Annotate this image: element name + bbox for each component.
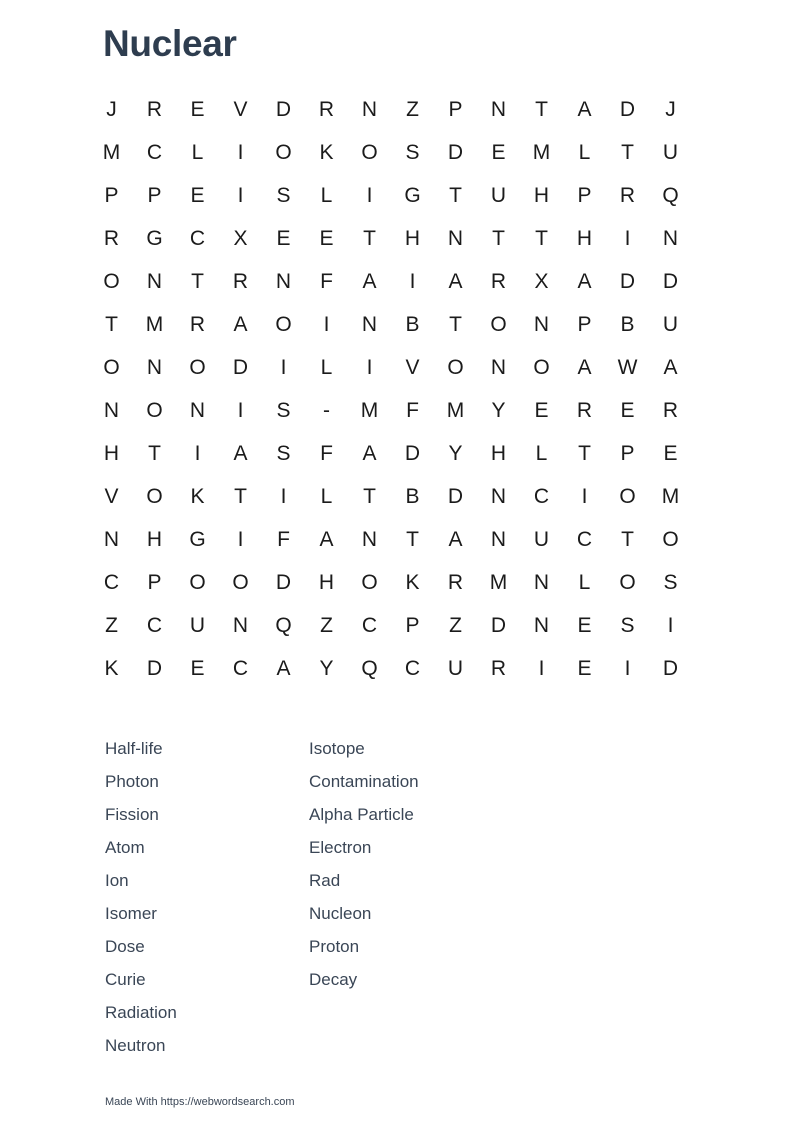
grid-cell[interactable]: U <box>662 140 679 164</box>
grid-cell[interactable]: M <box>145 312 164 336</box>
grid-cell[interactable]: W <box>617 355 638 379</box>
grid-cell[interactable]: I <box>538 656 545 680</box>
footer-credit: Made With https://webwordsearch.com <box>105 1096 295 1108</box>
word-list <box>105 736 525 1066</box>
grid-cell[interactable]: R <box>490 269 507 293</box>
grid-row <box>90 389 692 432</box>
grid-cell[interactable]: I <box>366 183 373 207</box>
grid-cell[interactable]: O <box>619 570 636 594</box>
grid-cell[interactable]: N <box>275 269 292 293</box>
grid-cell[interactable]: O <box>533 355 550 379</box>
word-item: Decay <box>309 970 358 989</box>
grid-cell[interactable]: M <box>102 140 121 164</box>
grid-cell[interactable]: - <box>323 398 330 422</box>
grid-cell[interactable]: T <box>535 226 548 250</box>
grid-cell[interactable]: R <box>232 269 249 293</box>
grid-cell[interactable]: R <box>662 398 679 422</box>
grid-cell[interactable]: S <box>276 183 291 207</box>
grid-cell[interactable]: H <box>146 527 163 551</box>
word-item: Ion <box>105 871 129 890</box>
grid-cell[interactable]: N <box>447 226 464 250</box>
grid-cell[interactable]: O <box>103 355 120 379</box>
grid-cell[interactable]: N <box>533 570 550 594</box>
grid-cell[interactable]: C <box>146 613 163 637</box>
grid-cell[interactable]: D <box>619 97 636 121</box>
grid-cell[interactable]: S <box>620 613 635 637</box>
grid-cell[interactable]: O <box>619 484 636 508</box>
grid-cell[interactable]: R <box>490 656 507 680</box>
grid-cell[interactable]: U <box>447 656 464 680</box>
grid-cell[interactable]: N <box>103 527 120 551</box>
grid-cell[interactable]: N <box>103 398 120 422</box>
word-item: Neutron <box>105 1036 166 1055</box>
grid-cell[interactable]: F <box>320 441 333 465</box>
grid-cell[interactable]: R <box>189 312 206 336</box>
grid-cell[interactable]: Z <box>320 613 333 637</box>
grid-cell[interactable]: L <box>578 140 591 164</box>
grid-cell[interactable]: I <box>624 656 631 680</box>
grid-cell[interactable]: S <box>663 570 678 594</box>
grid-cell[interactable]: T <box>363 226 376 250</box>
grid-cell[interactable]: T <box>406 527 419 551</box>
grid-cell[interactable]: T <box>492 226 505 250</box>
grid-cell[interactable]: R <box>576 398 593 422</box>
grid-cell[interactable]: N <box>490 527 507 551</box>
grid-cell[interactable]: D <box>447 484 464 508</box>
grid-cell[interactable]: H <box>533 183 550 207</box>
grid-cell[interactable]: I <box>237 183 244 207</box>
grid-cell[interactable]: C <box>189 226 206 250</box>
grid-cell[interactable]: A <box>577 97 592 121</box>
grid-cell[interactable]: T <box>449 183 462 207</box>
grid-cell[interactable]: D <box>232 355 249 379</box>
grid-cell[interactable]: S <box>276 398 291 422</box>
grid-cell[interactable]: N <box>490 355 507 379</box>
grid-cell[interactable]: A <box>276 656 291 680</box>
grid-cell[interactable]: U <box>662 312 679 336</box>
grid-cell[interactable]: V <box>233 97 248 121</box>
grid-cell[interactable]: M <box>532 140 551 164</box>
grid-cell[interactable]: K <box>405 570 420 594</box>
grid-cell[interactable]: H <box>318 570 335 594</box>
grid-cell[interactable]: F <box>406 398 419 422</box>
grid-row <box>90 647 692 690</box>
grid-cell[interactable]: C <box>232 656 249 680</box>
grid-cell[interactable]: U <box>189 613 206 637</box>
word-item: Electron <box>309 838 372 857</box>
word-item: Contamination <box>309 772 419 791</box>
grid-cell[interactable]: Z <box>406 97 419 121</box>
grid-cell[interactable]: R <box>318 97 335 121</box>
grid-cell[interactable]: T <box>363 484 376 508</box>
grid-cell[interactable]: Q <box>361 656 378 680</box>
grid-cell[interactable]: V <box>405 355 420 379</box>
grid-cell[interactable]: R <box>447 570 464 594</box>
grid-cell[interactable]: B <box>405 312 420 336</box>
grid-cell[interactable]: E <box>577 613 592 637</box>
word-item: Rad <box>309 871 341 890</box>
grid-cell[interactable]: C <box>146 140 163 164</box>
grid-cell[interactable]: E <box>534 398 549 422</box>
grid-cell[interactable]: K <box>104 656 119 680</box>
grid-cell[interactable]: E <box>190 97 205 121</box>
grid-cell[interactable]: I <box>323 312 330 336</box>
letter-grid <box>90 88 692 690</box>
grid-cell[interactable]: I <box>624 226 631 250</box>
grid-cell[interactable]: B <box>405 484 420 508</box>
grid-cell[interactable]: I <box>237 527 244 551</box>
grid-cell[interactable]: C <box>576 527 593 551</box>
grid-cell[interactable]: A <box>577 269 592 293</box>
grid-cell[interactable]: L <box>578 570 591 594</box>
grid-row <box>90 518 692 561</box>
grid-cell[interactable]: T <box>234 484 247 508</box>
grid-cell[interactable]: E <box>190 183 205 207</box>
grid-cell[interactable]: Z <box>449 613 462 637</box>
grid-cell[interactable]: O <box>275 140 292 164</box>
grid-cell[interactable]: P <box>577 312 592 336</box>
grid-cell[interactable]: J <box>665 97 676 121</box>
grid-row <box>90 260 692 303</box>
grid-cell[interactable]: N <box>361 527 378 551</box>
grid-cell[interactable]: N <box>361 312 378 336</box>
grid-cell[interactable]: G <box>189 527 206 551</box>
grid-cell[interactable]: O <box>490 312 507 336</box>
grid-cell[interactable]: M <box>661 484 680 508</box>
word-item: Isomer <box>105 904 157 923</box>
grid-cell[interactable]: O <box>189 355 206 379</box>
grid-cell[interactable]: L <box>320 355 333 379</box>
grid-cell[interactable]: Z <box>105 613 118 637</box>
grid-cell[interactable]: M <box>446 398 465 422</box>
grid-cell[interactable]: I <box>366 355 373 379</box>
grid-cell[interactable]: C <box>533 484 550 508</box>
grid-cell[interactable]: I <box>409 269 416 293</box>
word-item: Nucleon <box>309 904 372 923</box>
grid-cell[interactable]: A <box>362 269 377 293</box>
grid-cell[interactable]: E <box>190 656 205 680</box>
grid-cell[interactable]: C <box>103 570 120 594</box>
grid-cell[interactable]: E <box>491 140 506 164</box>
grid-cell[interactable]: E <box>319 226 334 250</box>
grid-cell[interactable]: Y <box>491 398 506 422</box>
grid-row <box>90 432 692 475</box>
grid-cell[interactable]: N <box>232 613 249 637</box>
grid-row <box>90 561 692 604</box>
grid-cell[interactable]: Q <box>662 183 679 207</box>
word-item: Proton <box>309 937 360 956</box>
grid-cell[interactable]: U <box>490 183 507 207</box>
grid-cell[interactable]: N <box>189 398 206 422</box>
grid-cell[interactable]: D <box>447 140 464 164</box>
word-item: Fission <box>105 805 159 824</box>
grid-cell[interactable]: O <box>361 140 378 164</box>
grid-cell[interactable]: D <box>662 269 679 293</box>
grid-cell[interactable]: N <box>146 269 163 293</box>
word-item: Alpha Particle <box>309 805 414 824</box>
grid-cell[interactable]: T <box>105 312 118 336</box>
grid-cell[interactable]: N <box>490 484 507 508</box>
grid-row <box>90 217 692 260</box>
grid-cell[interactable]: H <box>103 441 120 465</box>
grid-cell[interactable]: T <box>535 97 548 121</box>
grid-cell[interactable]: K <box>319 140 334 164</box>
word-item: Photon <box>105 772 159 791</box>
grid-cell[interactable]: L <box>191 140 204 164</box>
grid-cell[interactable]: P <box>405 613 420 637</box>
grid-cell[interactable]: I <box>581 484 588 508</box>
grid-cell[interactable]: R <box>103 226 120 250</box>
word-item: Dose <box>105 937 145 956</box>
grid-cell[interactable]: N <box>533 613 550 637</box>
grid-cell[interactable]: O <box>189 570 206 594</box>
grid-cell[interactable]: E <box>620 398 635 422</box>
grid-cell[interactable]: N <box>533 312 550 336</box>
grid-cell[interactable]: C <box>404 656 421 680</box>
grid-cell[interactable]: P <box>577 183 592 207</box>
grid-row <box>90 604 692 647</box>
grid-row <box>90 303 692 346</box>
word-column <box>309 736 419 1000</box>
grid-cell[interactable]: L <box>535 441 548 465</box>
grid-row <box>90 174 692 217</box>
grid-cell[interactable]: X <box>534 269 549 293</box>
grid-cell[interactable]: A <box>663 355 678 379</box>
grid-cell[interactable]: P <box>620 441 635 465</box>
grid-cell[interactable]: A <box>362 441 377 465</box>
grid-cell[interactable]: D <box>619 269 636 293</box>
grid-cell[interactable]: I <box>280 355 287 379</box>
grid-cell[interactable]: A <box>448 527 463 551</box>
grid-cell[interactable]: I <box>237 140 244 164</box>
grid-cell[interactable]: H <box>490 441 507 465</box>
grid-cell[interactable]: I <box>667 613 674 637</box>
grid-cell[interactable]: A <box>448 269 463 293</box>
grid-cell[interactable]: H <box>404 226 421 250</box>
grid-row <box>90 475 692 518</box>
grid-cell[interactable]: D <box>275 97 292 121</box>
grid-cell[interactable]: A <box>233 312 248 336</box>
grid-cell[interactable]: A <box>233 441 248 465</box>
grid-row <box>90 346 692 389</box>
grid-cell[interactable]: L <box>320 484 333 508</box>
grid-cell[interactable]: I <box>280 484 287 508</box>
grid-cell[interactable]: U <box>533 527 550 551</box>
grid-cell[interactable]: O <box>361 570 378 594</box>
grid-cell[interactable]: T <box>148 441 161 465</box>
grid-cell[interactable]: N <box>361 97 378 121</box>
grid-cell[interactable]: P <box>448 97 463 121</box>
grid-cell[interactable]: T <box>621 527 634 551</box>
grid-cell[interactable]: C <box>361 613 378 637</box>
grid-cell[interactable]: R <box>619 183 636 207</box>
grid-cell[interactable]: D <box>146 656 163 680</box>
grid-cell[interactable]: T <box>578 441 591 465</box>
grid-cell[interactable]: A <box>319 527 334 551</box>
grid-cell[interactable]: P <box>147 570 162 594</box>
page-title: Nuclear <box>103 23 237 64</box>
grid-cell[interactable]: O <box>232 570 249 594</box>
grid-cell[interactable]: R <box>146 97 163 121</box>
grid-cell[interactable]: H <box>576 226 593 250</box>
grid-cell[interactable]: O <box>447 355 464 379</box>
grid-cell[interactable]: A <box>577 355 592 379</box>
grid-cell[interactable]: G <box>146 226 163 250</box>
word-item: Atom <box>105 838 145 857</box>
grid-cell[interactable]: O <box>146 484 163 508</box>
grid-cell[interactable]: T <box>621 140 634 164</box>
grid-cell[interactable]: E <box>577 656 592 680</box>
grid-cell[interactable]: O <box>103 269 120 293</box>
grid-row <box>90 88 692 131</box>
grid-cell[interactable]: P <box>147 183 162 207</box>
word-column <box>105 736 177 1066</box>
grid-cell[interactable]: N <box>490 97 507 121</box>
word-item: Isotope <box>309 739 365 758</box>
word-item: Radiation <box>105 1003 177 1022</box>
grid-cell[interactable]: M <box>360 398 379 422</box>
word-item: Half-life <box>105 739 163 758</box>
grid-cell[interactable]: N <box>146 355 163 379</box>
grid-cell[interactable]: F <box>320 269 333 293</box>
grid-cell[interactable]: O <box>275 312 292 336</box>
grid-cell[interactable]: D <box>662 656 679 680</box>
grid-cell[interactable]: Y <box>319 656 334 680</box>
grid-cell[interactable]: Q <box>275 613 292 637</box>
grid-row <box>90 131 692 174</box>
grid-cell[interactable]: X <box>233 226 248 250</box>
grid-cell[interactable]: S <box>276 441 291 465</box>
grid-cell[interactable]: D <box>275 570 292 594</box>
grid-cell[interactable]: L <box>320 183 333 207</box>
grid-cell[interactable]: S <box>405 140 420 164</box>
grid-cell[interactable]: E <box>276 226 291 250</box>
grid-cell[interactable]: J <box>106 97 117 121</box>
grid-cell[interactable]: Y <box>448 441 463 465</box>
grid-cell[interactable]: O <box>662 527 679 551</box>
word-item: Curie <box>105 970 146 989</box>
grid-cell[interactable]: T <box>191 269 204 293</box>
grid-cell[interactable]: D <box>490 613 507 637</box>
grid-cell[interactable]: P <box>104 183 119 207</box>
grid-cell[interactable]: N <box>662 226 679 250</box>
grid-cell[interactable]: T <box>449 312 462 336</box>
grid-cell[interactable]: I <box>237 398 244 422</box>
grid-cell[interactable]: K <box>190 484 205 508</box>
grid-cell[interactable]: M <box>489 570 508 594</box>
grid-cell[interactable]: G <box>404 183 421 207</box>
grid-cell[interactable]: I <box>194 441 201 465</box>
grid-cell[interactable]: B <box>620 312 635 336</box>
grid-cell[interactable]: D <box>404 441 421 465</box>
grid-cell[interactable]: V <box>104 484 119 508</box>
grid-cell[interactable]: E <box>663 441 678 465</box>
grid-cell[interactable]: O <box>146 398 163 422</box>
grid-cell[interactable]: F <box>277 527 290 551</box>
